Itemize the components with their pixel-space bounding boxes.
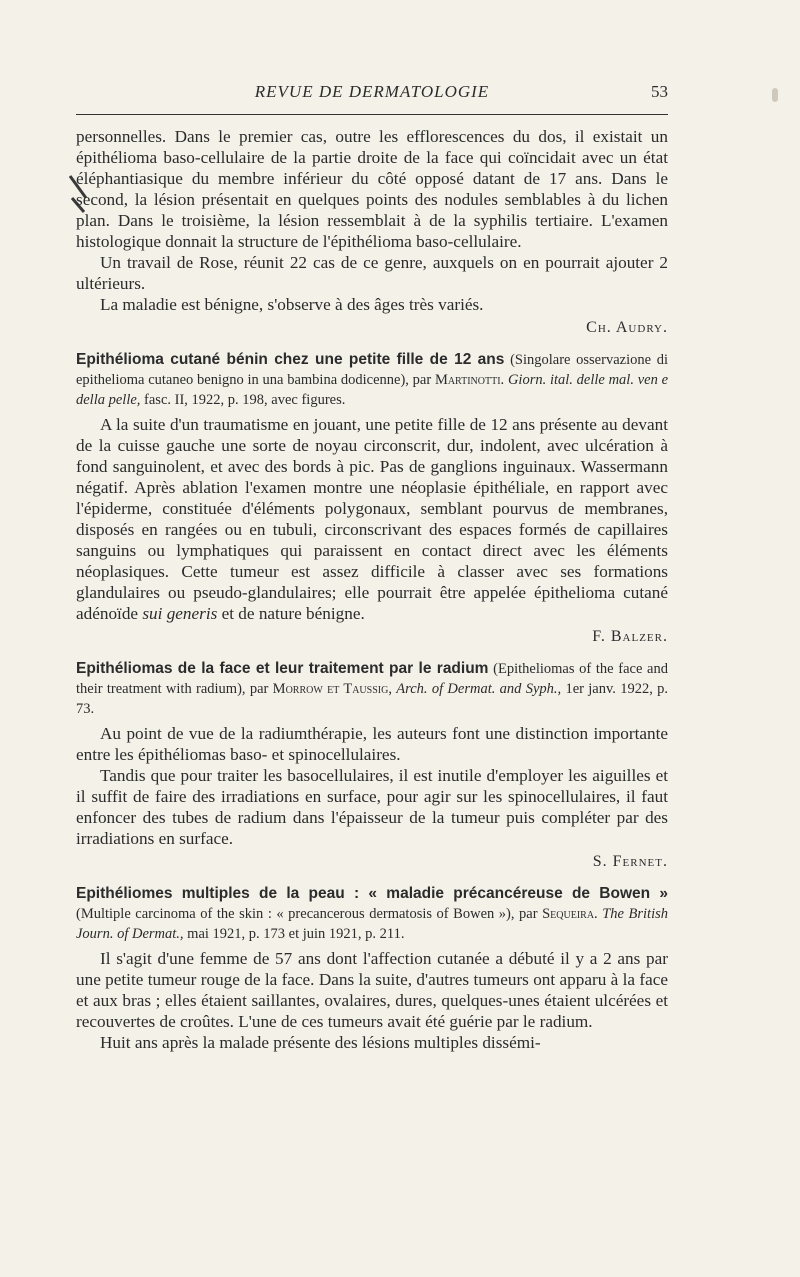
entry-author: Sequeira. (542, 906, 598, 922)
review-entry (76, 350, 668, 647)
entry-ref-text: (Multiple carcinoma of the skin : « precancerous dermatosis of Bowen »), par (76, 906, 538, 922)
review-entry (76, 884, 668, 1053)
paragraph: personnelles. Dans le premier cas, outre les efflorescences du dos, il existait un épithélioma baso-cellulaire de la partie droite de la face qui coïncidait avec un état éléphantiasique du membre inférieur du côté opposé datant de 17 ans. Dans le second, la lésion présentait en quelques points des nodules semblables à du lichen plan. Dans le troisième, la lésion ressemblait à de la syphilis tertiaire. L'examen histologique donnait la structure de l'épithélioma baso-cellulaire. (76, 127, 668, 251)
entry-reference (76, 350, 668, 410)
paragraph (76, 414, 668, 624)
entry-ref-text: (Singolare osservazione di epithelioma cutaneo benigno in una bambina dodicenne), par (76, 352, 668, 388)
entry-ref-text: mai 1921, p. 173 et juin 1921, p. 211. (187, 926, 405, 942)
entry-reference (76, 884, 668, 944)
entry-ref-text: 1er janv. 1922, p. 73. (76, 681, 669, 717)
entry-journal: Giorn. ital. delle mal. ven e della pelle, (76, 372, 669, 408)
paragraph: La maladie est bénigne, s'observe à des âges très variés. (100, 295, 484, 314)
signature: S. Fernet. (592, 853, 668, 870)
entry-ref-text: fasc. II, 1922, p. 198, avec figures. (144, 392, 346, 408)
entry-reference (76, 659, 668, 719)
signature: F. Balzer. (592, 628, 668, 645)
entry-ref-text: (Epitheliomas of the face and their treatment with radium), par (76, 661, 668, 697)
paragraph: Au point de vue de la radiumthérapie, les auteurs font une distinction importante entre les épithéliomas baso- et spinocellulaires. (76, 724, 668, 764)
paragraph: Il s'agit d'une femme de 57 ans dont l'affection cutanée a débuté il y a 2 ans par une petite tumeur rouge de la face. Dans la suite, d'autres tumeurs ont apparu à la face et aux bras ; elles étaient saillantes, ovalaires, dures, quelques-unes étaient ulcérées et recouvertes de croûtes. L'une de ces tumeurs avait été guérie par le radium. (76, 949, 668, 1031)
paragraph-text: A la suite d'un traumatisme en jouant, une petite fille de 12 ans présente au devant de la cuisse gauche une sorte de noyau circonscrit, dur, indolent, avec ulcération à fond sanguinolent, et avec des bords à pic. Pas de ganglions inguinaux. Wassermann négatif. Après ablation l'examen montre une néoplasie épithéliale, en rapport avec l'épiderme, constituée d'éléments polygonaux, semblant pourvus de membranes, disposés en rangées ou en tubuli, circonscrivant des espaces formés de capillaires sanguins ou lymphatiques qui paraissent en contact direct avec les éléments néoplasiques. Cette tumeur est assez difficile à classer avec ses formations glandulaires ou pseudo-glandulaires; elle pourrait être appelée épithelioma cutané adénoïde (76, 415, 668, 623)
entry-title: Epithélioma cutané bénin chez une petite fille de 12 ans (76, 351, 505, 368)
journal-title: REVUE DE DERMATOLOGIE (254, 82, 490, 101)
entry-author: Morrow et Taussig, (272, 681, 392, 697)
paragraph: Huit ans après la malade présente des lésions multiples dissémi- (100, 1033, 541, 1052)
entry-journal: Arch. of Dermat. and Syph., (396, 681, 562, 697)
paragraph: Un travail de Rose, réunit 22 cas de ce genre, auxquels on en pourrait ajouter 2 ultérieurs. (76, 253, 668, 293)
paragraph-text: et de nature bénigne. (221, 604, 365, 623)
paragraph-italic: sui generis (142, 604, 218, 623)
entry-author: Martinotti. (434, 372, 505, 388)
page-speck (772, 88, 778, 102)
paragraph: Tandis que pour traiter les basocellulaires, il est inutile d'employer les aiguilles et il suffit de faire des irradiations en surface, pour agir sur les spinocellulaires, il faut enfoncer des tubes de radium dans l'épaisseur de la tumeur puis compléter par des irradiations en surface. (76, 766, 668, 848)
signature: Ch. Audry. (586, 319, 668, 336)
entry-title: Epithéliomes multiples de la peau : « maladie précancéreuse de Bowen » (76, 885, 668, 902)
header-rule (76, 114, 668, 115)
page-number: 53 (651, 82, 668, 101)
running-head (76, 82, 668, 106)
article-body (76, 126, 668, 1053)
review-entry (76, 659, 668, 872)
entry-title: Epithéliomas de la face et leur traitement par le radium (76, 660, 489, 677)
entry-journal: The British Journ. of Dermat., (76, 906, 669, 942)
